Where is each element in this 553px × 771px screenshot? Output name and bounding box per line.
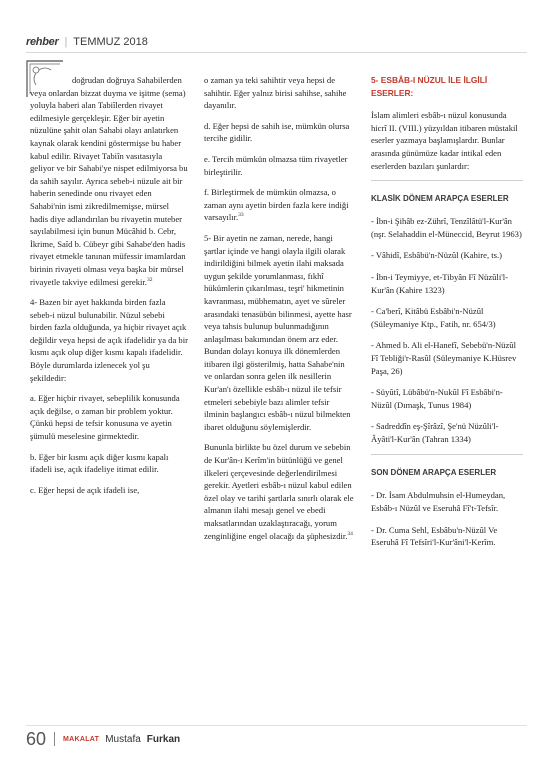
paragraph: a. Eğer hiçbir rivayet, sebeplilik konusunda açık değilse, o zaman bir problem yoktur. Çünkü hepsi de tefsir konusuna ve ayetin şümulü meselesine girmektedir. [30,393,180,442]
paragraph: e. Tercih mümkün olmazsa tüm rivayetler birleştirilir. [204,153,348,177]
page-footer [26,728,180,750]
header-divider [26,52,527,53]
page-number: 60 [26,728,47,749]
paragraph: b. Eğer bir kısmı açık diğer kısmı kapalı ifadeli ise, açık ifadeliye itimat edilir. [30,451,169,475]
footer-divider [26,725,527,726]
paragraph: İslam alimleri esbâb-ı nüzul konusunda hicrî II. (VIII.) yüzyıldan itibaren müstakil eserler yazmaya başlamışlardır. Bunlar arasında günümüze kadar intikal eden eserlerden bazıları şunlardır: [371,110,518,171]
paragraph: 5- Bir ayetin ne zaman, nerede, hangi şartlar içinde ve hangi olayla ilgili olarak indirildiğini bilmek ayetin ilahi maksada uygun şekilde yorumlanması, fıkhî hükümlerin çıkarılması, teşri' hikmetinin kavranması, mübhematın, ayet ve sûreler arasındaki tenasübün bilinmesi, ayette hasr veya tahsis bulunup bulunmadığının anlaşılması bakımından önem arz eder. Bundan dolayı konuya ilk dönemlerden itibaren ilgi gösterilmiş, hatta Sahabe'nin ve onlardan sonra gelen ilk nesillerin Kur'an'ı özellikle esbâb-ı nüzul ile tefsir etmeleri sebebiyle bazı alimler tefsir ilminin başlangıcı esbâb-ı nüzul bilmekten ibaret olduğunu söylemişlerdir. [204,232,352,432]
paragraph: o zaman ya teki sahihtir veya hepsi de sahihtir. Eğer yalnız birisi sahihse, sahihe dayanılır. [204,75,347,111]
footer-separator [54,732,55,746]
list-item: - Sadreddîn eş-Şîrâzî, Şe'nü Nüzûli'l-Âyâti'l-Kur'ân (Tahran 1334) [371,421,499,444]
paragraph: 4- Bazen bir ayet hakkında birden fazla sebeb-i nüzul bulunabilir. Nüzul sebebi birden fazla olduğunda, ya hiçbir rivayet açık değildir veya hepsi de açık ifadelidir ya da bir kısmı açık olup diğer kısmı kapalı ifadelidir. Böyle durumlarda izlenecek yol şu şekildedir: [30,297,188,383]
list-item: - İbn-i Teymiyye, et-Tibyân Fî Nüzûli'l-Kur'ân (Kahire 1323) [371,271,508,295]
magazine-logo: rehber [26,36,59,48]
divider [371,180,523,181]
list-item: - İbn-i Şihâb ez-Zührî, Tenzîlâtü'l-Kur'ân (nşr. Selahaddin el-Müneccid, Beyrut 1963) [371,216,522,239]
subsection-title-modern: SON DÖNEM ARAPÇA ESERLER [371,468,497,478]
list-item: - Süyûtî, Lübâbü'n-Nukûl Fî Esbâbi'n-Nüzûl (Dımaşk, Tunus 1984) [371,387,503,410]
paragraph: Bununla birlikte bu özel durum ve sebebin de Kur'ân-ı Kerîm'in bütünlüğü ve genel ilkeleri çerçevesinde değerlendirilmesi gerekir. Ayetleri esbâb-ı nüzul kabul edilen özel olay ve tarihi şartlarla sınırlı olarak ele almanın ilahi mesajı genel ve ebedi maksatlarından uzaklaştıracağı, yorum zenginliğine engel olacağı da şüphesizdir.$^{34}$ [204,442,354,541]
author-last-name: Furkan [146,733,181,745]
category-label: MAKALAT [63,735,100,743]
paragraph: c. Eğer hepsi de açık ifadeli ise, [30,484,140,495]
issue-date: TEMMUZ 2018 [73,36,148,48]
subsection-title-classic: KLASİK DÖNEM ARAPÇA ESERLER [371,194,509,204]
page-header [26,34,148,50]
paragraph: d. Eğer hepsi de sahih ise, mümkün olursa tercihe gidilir. [204,120,350,144]
section-title: 5- ESBÂB-I NÜZUL İLE İLGİLİ ESERLER: [371,75,488,98]
paragraph: doğrudan doğruya Sahabilerden veya onlardan bizzat duyma ve işitme (sema) yoluyla haberi alan Tabiîlerden rivayet edilmesiyle gerçekleşir. Eğer bir ayetin nüzulüne şahit olan Sahabi olayı anlatırken kaynak olarak kendini göstermişse bu haber kabul edilir. Rivayet Tabiîn vasıtasıyla geliyor ve bir Sahabi'ye nispet edilmiyorsa bu da sahih sayılır. Ayrıca sebeb-i nüzule ait bir haberin senedinde onu rivayet eden Sahabi'nin ismi zikredilmemişse, mürsel hadis diye adlandırılan bu rivayetin muteber sayılabilmesi için bunun Mücâhid b. Cebr, İkrime, Saîd b. Cübeyr gibi Sahabe'den hadis rivayet etmekle tanınan müfessir imamlardan birinin rivayeti olması veya başka bir mürsel rivayetle takviye edilmesi gerekir.$^{32}$ [30,75,188,287]
list-item: - Ahmed b. Ali el-Hanefî, Sebebü'n-Nüzûl Fî Tebliği'r-Rasûl (Süleymaniye K.Hüsrev Paşa, 26) [371,340,517,376]
paragraph: f. Birleştirmek de mümkün olmazsa, o zaman aynı ayetin birden fazla kere indiği varsayılır.$^{33}$ [204,187,349,223]
list-item: - Dr. İsam Abdulmuhsin el-Humeydan, Esbâb-ı Nüzûl ve Eseruhâ Fî't-Tefsîr. [371,490,506,514]
list-item: - Vâhidî, Esbâbü'n-Nüzûl (Kahire, ts.) [371,250,502,261]
list-item: - Dr. Cuma Sehl, Esbâbu'n-Nüzûl Ve Eseruhâ Fî Tefsîri'l-Kur'âni'l-Kerîm. [371,524,498,548]
divider [371,454,523,455]
header-separator: | [64,36,68,48]
footnote-ref: 32 [146,276,153,283]
footnote-ref: 33 [238,212,244,219]
list-item: - Ca'berî, Kitâbü Esbâbi'n-Nüzûl (Süleymaniye Ktp., Fatih, nr. 654/3) [371,306,496,329]
text-column-3 [371,74,523,558]
author-first-name: Mustafa [105,733,141,745]
text-column-2 [204,74,354,550]
footnote-ref: 34 [347,530,353,537]
text-column-1 [30,74,188,504]
